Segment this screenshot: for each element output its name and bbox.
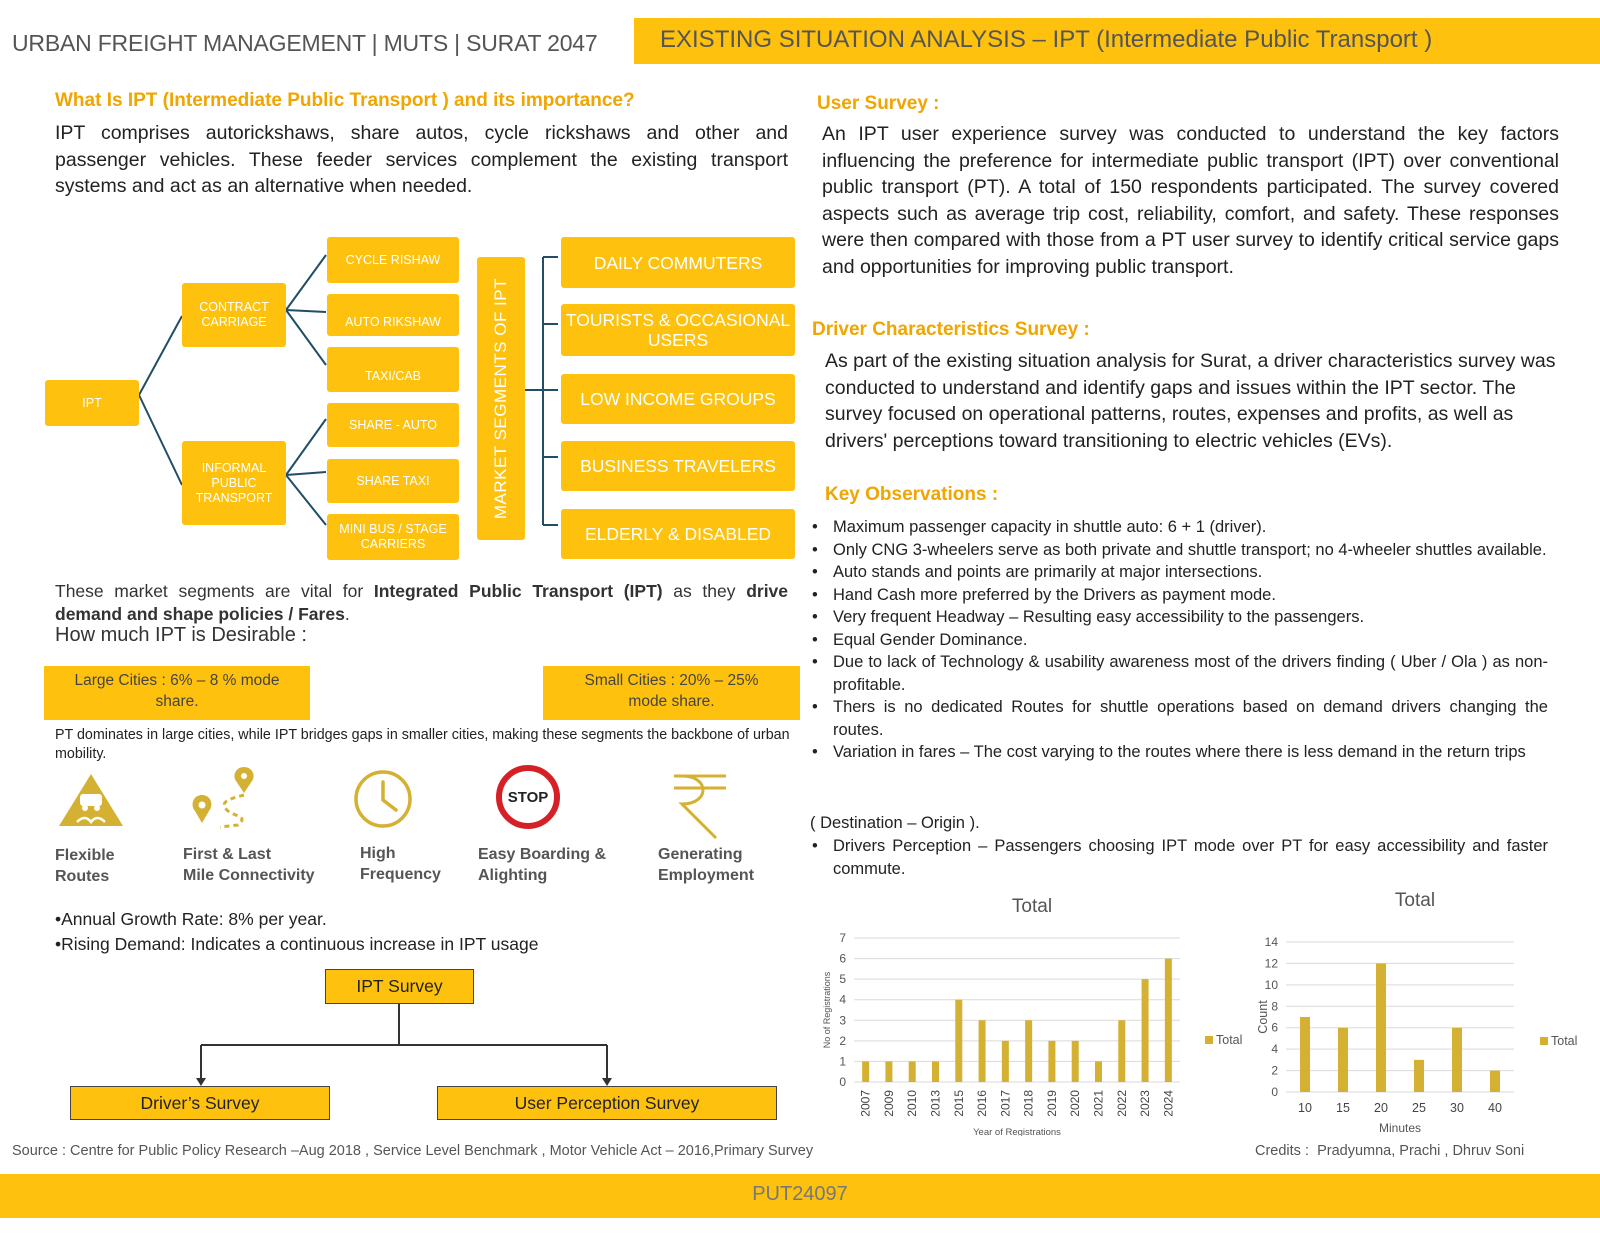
observation-item: • Hand Cash more preferred by the Drivers as payment mode. bbox=[810, 584, 1548, 607]
clock-icon bbox=[352, 768, 414, 830]
bar bbox=[1376, 963, 1386, 1092]
observation-item: • Equal Gender Dominance. bbox=[810, 629, 1548, 652]
observation-extra: ( Destination – Origin ). bbox=[810, 814, 980, 832]
y-tick-label: 2 bbox=[839, 1033, 846, 1048]
segments-text: These market segments are vital for Integrated Public Transport (IPT) as they drive demand and shape policies / Fares. bbox=[55, 581, 789, 624]
bar bbox=[1025, 1020, 1032, 1082]
user-survey-heading: User Survey : bbox=[817, 93, 940, 114]
segment-business-travelers: BUSINESS TRAVELERS bbox=[561, 441, 795, 491]
bar bbox=[1002, 1041, 1009, 1082]
route-pin-icon bbox=[190, 765, 260, 830]
legend-label: Total bbox=[1216, 1033, 1243, 1047]
stop-sign-icon bbox=[496, 765, 560, 829]
source-text: Source : Centre for Public Policy Research –Aug 2018 , Service Level Benchmark , Motor Vehicle Act – 2016,Primary Survey bbox=[12, 1143, 814, 1159]
chart-title: Total bbox=[1011, 896, 1053, 917]
rupee-icon bbox=[670, 772, 732, 840]
mode-cycle-rickshaw: CYCLE RISHAW bbox=[327, 237, 459, 283]
x-tick-label: 30 bbox=[1450, 1101, 1464, 1115]
x-tick-label: 2009 bbox=[881, 1090, 896, 1117]
bar bbox=[979, 1020, 986, 1082]
icon-label-easy-boarding: Easy Boarding & Alighting bbox=[478, 846, 607, 884]
pt-dominance-text: PT dominates in large cities, while IPT bridges gaps in smaller cities, making these segments the backbone of urban mobility. bbox=[55, 727, 790, 762]
y-tick-label: 6 bbox=[1271, 1020, 1278, 1035]
y-axis-label: Count bbox=[1256, 1000, 1270, 1034]
market-segments-label-box bbox=[477, 257, 525, 540]
bar bbox=[1072, 1041, 1079, 1082]
registrations-chart bbox=[812, 888, 1257, 1136]
credits: Credits : Pradyumna, Prachi , Dhruv Soni bbox=[1255, 1143, 1525, 1159]
stop-sign-text: STOP bbox=[507, 788, 549, 806]
x-tick-label: 2015 bbox=[951, 1090, 966, 1117]
segment-elderly-disabled: ELDERLY & DISABLED bbox=[561, 509, 795, 559]
user-survey-text: An IPT user experience survey was conducted to understand the key factors influencing the preference for intermediate public transport (IPT) over conventional public transport (PT). A total of 150 respondents participated. The survey covered aspects such as average trip cost, reliability, comfort, and safety. These responses were then compared with those from a PT user survey to identify critical service gaps and opportunities for improving public transport. bbox=[822, 123, 1559, 278]
bar bbox=[1414, 1060, 1424, 1092]
y-tick-label: 12 bbox=[1264, 956, 1278, 971]
observation-item: • Only CNG 3-wheelers serve as both private and shuttle transport; no 4-wheeler shuttles available. bbox=[810, 539, 1548, 562]
bar bbox=[1118, 1020, 1125, 1082]
x-tick-label: 2010 bbox=[905, 1090, 920, 1117]
x-tick-label: 2023 bbox=[1138, 1090, 1153, 1117]
y-tick-label: 7 bbox=[839, 931, 846, 945]
x-tick-label: 2024 bbox=[1161, 1090, 1176, 1117]
x-tick-label: 25 bbox=[1412, 1101, 1426, 1115]
x-tick-label: 10 bbox=[1298, 1101, 1312, 1115]
y-tick-label: 0 bbox=[839, 1075, 846, 1089]
rising-demand-text: •Rising Demand: Indicates a continuous increase in IPT usage bbox=[55, 934, 539, 954]
y-tick-label: 8 bbox=[1271, 999, 1278, 1014]
y-tick-label: 5 bbox=[839, 972, 846, 987]
x-tick-label: 2020 bbox=[1068, 1090, 1083, 1117]
observations-list bbox=[810, 516, 1548, 764]
icon-label-high-frequency: High Frequency bbox=[360, 845, 441, 883]
user-perception-survey-box: User Perception Survey bbox=[437, 1086, 777, 1120]
key-observations-heading: Key Observations : bbox=[825, 484, 999, 505]
x-tick-label: 15 bbox=[1336, 1101, 1350, 1115]
bar bbox=[1048, 1041, 1055, 1082]
y-tick-label: 4 bbox=[1271, 1042, 1278, 1057]
minutes-chart bbox=[1250, 882, 1595, 1137]
observation-item: • Due to lack of Technology & usability awareness most of the drivers finding ( Uber / Ola ) as non- profitable. bbox=[810, 651, 1548, 696]
bar bbox=[1490, 1071, 1500, 1092]
segment-daily-commuters: DAILY COMMUTERS bbox=[561, 237, 795, 288]
x-tick-label: 40 bbox=[1488, 1101, 1502, 1115]
y-tick-label: 0 bbox=[1271, 1085, 1278, 1099]
y-tick-label: 10 bbox=[1264, 977, 1278, 992]
what-is-ipt-text: IPT comprises autorickshaws, share autos, cycle rickshaws and other and passenger vehicles. These feeder services complement the existing transport systems and act as an alternative when needed. bbox=[55, 122, 788, 197]
segment-tourists: TOURISTS & OCCASIONAL USERS bbox=[561, 304, 795, 356]
x-tick-label: 2017 bbox=[998, 1090, 1013, 1117]
bar bbox=[955, 1000, 962, 1082]
informal-public-transport-box: INFORMAL PUBLIC TRANSPORT bbox=[182, 441, 286, 525]
bar bbox=[1452, 1028, 1462, 1092]
desirable-heading: How much IPT is Desirable : bbox=[55, 624, 307, 646]
mode-share-taxi: SHARE TAXI bbox=[327, 459, 459, 503]
x-tick-label: 2007 bbox=[858, 1090, 873, 1117]
bar bbox=[909, 1061, 916, 1082]
growth-rate-text: •Annual Growth Rate: 8% per year. bbox=[55, 909, 327, 929]
contract-carriage-box: CONTRACT CARRIAGE bbox=[182, 283, 286, 347]
observations-list-last bbox=[810, 835, 1548, 880]
y-tick-label: 4 bbox=[839, 992, 846, 1007]
icon-label-flexible-routes: Flexible Routes bbox=[55, 847, 115, 885]
driver-survey-text: As part of the existing situation analysis for Surat, a driver characteristics survey was conducted to understand and identify gaps and issues within the IPT sector. The survey focused on operational patterns, routes, expenses and profits, as well as drivers' perceptions toward transitioning to electric vehicles (EVs). bbox=[825, 350, 1556, 452]
chart-title: Total bbox=[1394, 890, 1436, 911]
large-cities-box: Large Cities : 6% – 8 % mode share. bbox=[44, 666, 310, 720]
y-tick-label: 6 bbox=[839, 951, 846, 966]
legend-swatch bbox=[1205, 1036, 1213, 1044]
bar bbox=[932, 1061, 939, 1082]
y-tick-label: 2 bbox=[1271, 1063, 1278, 1078]
section-title-banner: EXISTING SITUATION ANALYSIS – IPT (Intermediate Public Transport ) bbox=[634, 18, 1600, 64]
mode-share-auto: SHARE - AUTO bbox=[327, 403, 459, 447]
mode-taxi-cab: TAXI/CAB bbox=[327, 347, 459, 392]
legend-swatch bbox=[1540, 1037, 1548, 1045]
what-is-ipt-heading: What Is IPT (Intermediate Public Transport ) and its importance? bbox=[55, 90, 635, 111]
market-segments-label: MARKET SEGMENTS OF IPT bbox=[491, 277, 510, 520]
x-tick-label: 2016 bbox=[975, 1090, 990, 1117]
mode-auto-rickshaw: AUTO RIKSHAW bbox=[327, 294, 459, 336]
bar bbox=[885, 1061, 892, 1082]
observation-item: • Auto stands and points are primarily at major intersections. bbox=[810, 561, 1548, 584]
y-tick-label: 3 bbox=[839, 1013, 846, 1028]
segment-low-income: LOW INCOME GROUPS bbox=[561, 374, 795, 424]
bar bbox=[1165, 959, 1172, 1082]
observation-item: • Maximum passenger capacity in shuttle auto: 6 + 1 (driver). bbox=[810, 516, 1548, 539]
icon-label-first-last-mile: First & Last Mile Connectivity bbox=[183, 846, 315, 884]
tree-root-ipt: IPT bbox=[45, 380, 139, 426]
x-tick-label: 2018 bbox=[1021, 1090, 1036, 1117]
bar bbox=[862, 1061, 869, 1082]
x-tick-label: 2013 bbox=[928, 1090, 943, 1117]
driver-survey-heading: Driver Characteristics Survey : bbox=[812, 319, 1090, 340]
observation-item: • Drivers Perception – Passengers choosing IPT mode over PT for easy accessibility and faster commute. bbox=[810, 835, 1548, 880]
observation-item: • Variation in fares – The cost varying to the routes where there is less demand in the return trips bbox=[810, 741, 1548, 764]
survey-tree-connectors bbox=[0, 1000, 800, 1100]
x-tick-label: 2022 bbox=[1114, 1090, 1129, 1117]
footer-code: PUT24097 bbox=[0, 1174, 1600, 1218]
legend-label: Total bbox=[1551, 1034, 1578, 1048]
small-cities-box: Small Cities : 20% – 25% mode share. bbox=[543, 666, 800, 720]
y-tick-label: 1 bbox=[839, 1054, 846, 1069]
flexible-routes-icon bbox=[55, 770, 127, 830]
x-tick-label: 2021 bbox=[1091, 1090, 1106, 1117]
ipt-survey-box: IPT Survey bbox=[325, 969, 474, 1004]
observation-item: • Very frequent Headway – Resulting easy accessibility to the passengers. bbox=[810, 606, 1548, 629]
icon-label-generating-employment: Generating Employment bbox=[658, 846, 755, 884]
observation-item: • Thers is no dedicated Routes for shuttle operations based on demand drivers changing the routes. bbox=[810, 696, 1548, 741]
bar bbox=[1300, 1017, 1310, 1092]
bar bbox=[1142, 979, 1149, 1082]
y-axis-label: No of Registrations bbox=[822, 971, 832, 1049]
x-axis-label: Minutes bbox=[1378, 1121, 1422, 1135]
x-tick-label: 2019 bbox=[1044, 1090, 1059, 1117]
mode-mini-bus: MINI BUS / STAGE CARRIERS bbox=[327, 514, 459, 560]
bar bbox=[1338, 1028, 1348, 1092]
y-tick-label: 14 bbox=[1264, 935, 1278, 949]
bar bbox=[1095, 1061, 1102, 1082]
x-tick-label: 20 bbox=[1374, 1101, 1388, 1115]
project-title: URBAN FREIGHT MANAGEMENT | MUTS | SURAT 2047 bbox=[12, 30, 598, 56]
drivers-survey-box: Driver’s Survey bbox=[70, 1086, 330, 1120]
x-axis-label: Year of Registrations bbox=[973, 1127, 1061, 1136]
